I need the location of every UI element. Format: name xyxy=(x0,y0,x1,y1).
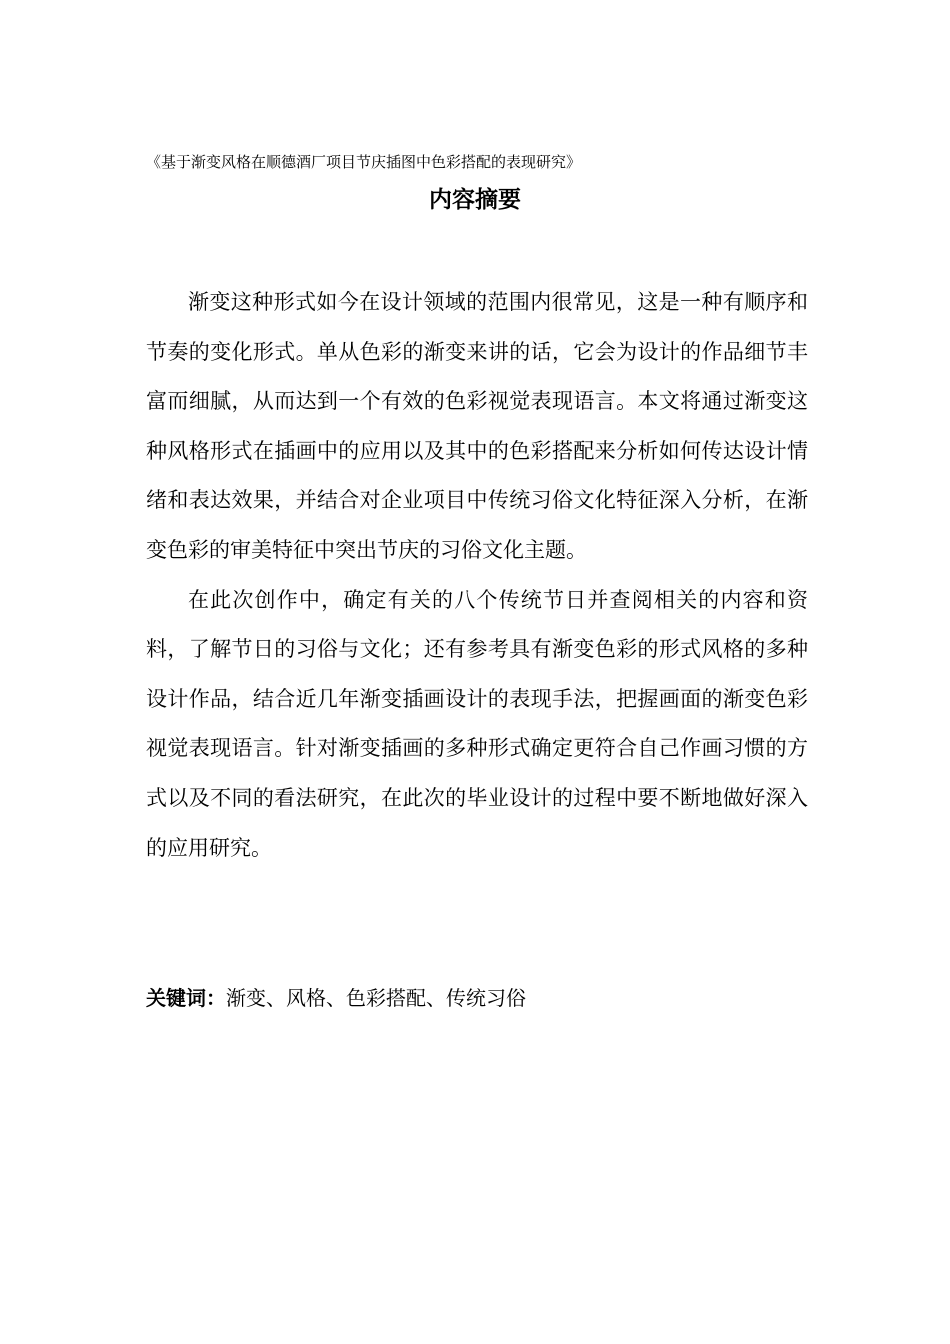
keywords-label: 关键词： xyxy=(146,986,226,1010)
thesis-title: 《基于渐变风格在顺德酒厂项目节庆插图中色彩搭配的表现研究》 xyxy=(146,153,582,171)
abstract-paragraph-2: 在此次创作中，确定有关的八个传统节日并查阅相关的内容和资料，了解节日的习俗与文化；还有参考具有渐变色彩的形式风格的多种设计作品，结合近几年渐变插画设计的表现手法，把握画面的渐变色彩视觉表现语言。针对渐变插画的多种形式确定更符合自己作画习惯的方式以及不同的看法研究，在此次的毕业设计的过程中要不断地做好深入的应用研究。 xyxy=(146,587,808,860)
abstract-heading: 内容摘要 xyxy=(429,187,521,213)
abstract-paragraph-1: 渐变这种形式如今在设计领域的范围内很常见，这是一种有顺序和节奏的变化形式。单从色彩的渐变来讲的话，它会为设计的作品细节丰富而细腻，从而达到一个有效的色彩视觉表现语言。本文将通过渐变这种风格形式在插画中的应用以及其中的色彩搭配来分析如何传达设计情绪和表达效果，并结合对企业项目中传统习俗文化特征深入分析，在渐变色彩的审美特征中突出节庆的习俗文化主题。 xyxy=(146,290,808,562)
keywords-value: 渐变、风格、色彩搭配、传统习俗 xyxy=(226,986,526,1010)
abstract-body xyxy=(146,278,808,873)
keywords-line xyxy=(146,980,808,1016)
